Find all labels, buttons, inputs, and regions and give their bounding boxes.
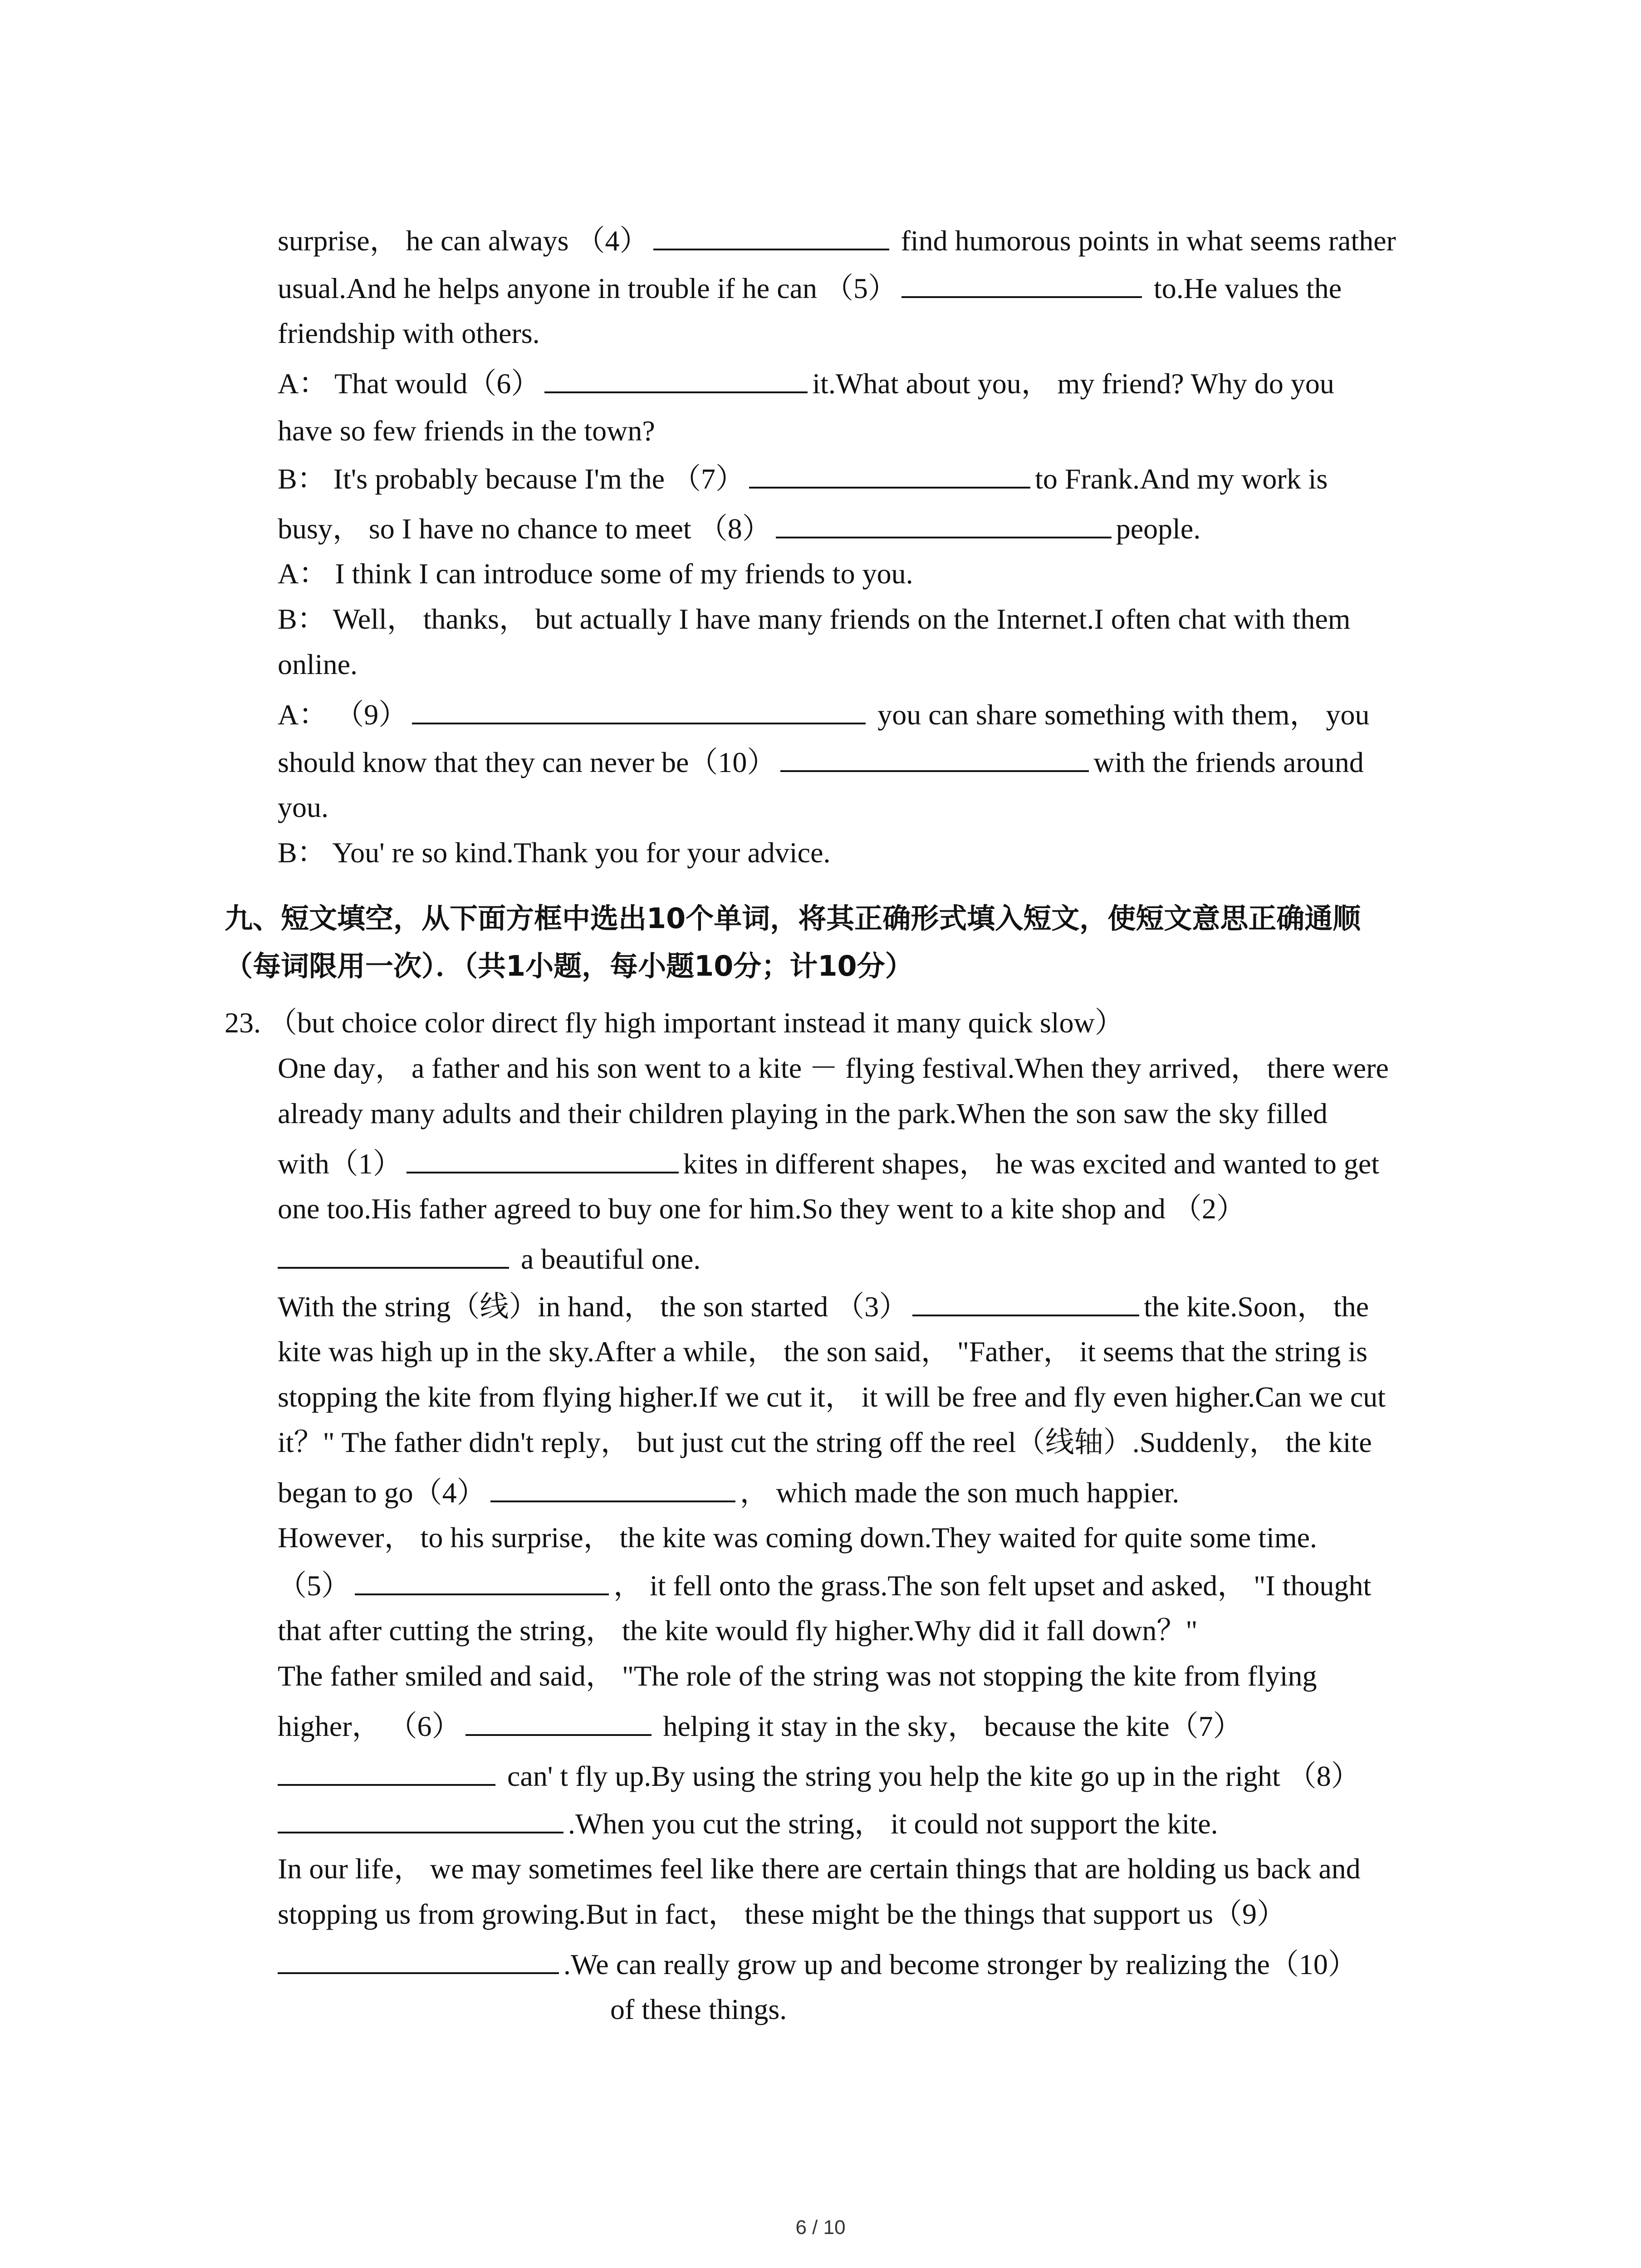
text-line: A： （9） you can share something with them， you (278, 696, 1369, 733)
text-line: With the string（线）in hand， the son started （3） the kite.Soon， the (278, 1288, 1369, 1325)
text-line: it？" The father didn't reply， but just cut the string off the reel（线轴）.Suddenly， the kite (278, 1426, 1372, 1458)
text-line: began to go（4） ， which made the son much happier. (278, 1474, 1179, 1511)
answer-blank-9[interactable] (278, 1946, 559, 1974)
answer-blank-4[interactable] (490, 1474, 735, 1502)
text-line: The father smiled and said， "The role of the string was not stopping the kite from flying (278, 1660, 1317, 1692)
text-line: one too.His father agreed to buy one for him.So they went to a kite shop and （2） (278, 1193, 1245, 1225)
text-line: In our life， we may sometimes feel like there are certain things that are holding us back and (278, 1853, 1361, 1885)
answer-blank-8[interactable] (776, 510, 1112, 538)
text-line: of these things. (610, 1993, 787, 2025)
answer-blank-2[interactable] (278, 1241, 509, 1269)
answer-blank-6[interactable] (544, 365, 808, 393)
text-line: B： You' re so kind.Thank you for your advice. (278, 836, 831, 869)
text-line: stopping us from growing.But in fact， these might be the things that support us（9） (278, 1898, 1286, 1930)
answer-blank-1[interactable] (407, 1145, 679, 1173)
text-line: have so few friends in the town? (278, 415, 655, 447)
word-bank: （but choice color direct fly high important instead it many quick slow） (268, 1007, 1124, 1039)
text-line: stopping the kite from flying higher.If we cut it， it will be free and fly even higher.Can we cut (278, 1381, 1386, 1413)
answer-blank-7[interactable] (749, 460, 1030, 489)
answer-blank-7[interactable] (278, 1758, 495, 1786)
text-line: online. (278, 648, 358, 680)
answer-blank-9[interactable] (412, 696, 866, 724)
text-line: B： Well， thanks， but actually I have many friends on the Internet.I often chat with them (278, 603, 1351, 635)
text-line: However， to his surprise， the kite was coming down.They waited for quite some time. (278, 1521, 1318, 1554)
text-line: .We can really grow up and become stronger by realizing the（10） (278, 1946, 1357, 1983)
text-line: higher， （6） helping it stay in the sky， because the kite（7） (278, 1708, 1242, 1745)
text-line: usual.And he helps anyone in trouble if he can （5） to.He values the (278, 270, 1342, 307)
text-line: already many adults and their children playing in the park.When the son saw the sky filled (278, 1097, 1327, 1129)
text-line: B： It's probably because I'm the （7） to Frank.And my work is (278, 460, 1327, 497)
answer-blank-4[interactable] (653, 222, 889, 250)
text-line: that after cutting the string， the kite would fly higher.Why did it fall down？" (278, 1614, 1198, 1647)
text-line: （5） ， it fell onto the grass.The son felt upset and asked， "I thought (278, 1567, 1371, 1604)
text-line: you. (278, 791, 328, 823)
text-line: can' t fly up.By using the string you help the kite go up in the right （8） (278, 1758, 1360, 1794)
text-line: friendship with others. (278, 317, 540, 349)
text-line: A： I think I can introduce some of my friends to you. (278, 557, 913, 590)
answer-blank-10[interactable] (780, 744, 1089, 772)
text-line: busy， so I have no chance to meet （8） people. (278, 510, 1200, 547)
question-number: 23. (225, 1007, 261, 1039)
answer-blank-8[interactable] (278, 1805, 563, 1833)
answer-blank-3[interactable] (912, 1288, 1139, 1316)
text-line: One day， a father and his son went to a kite － flying festival.When they arrived， there were (278, 1052, 1389, 1084)
text-line: surprise， he can always （4） find humorous points in what seems rather (278, 222, 1396, 259)
text-line: a beautiful one. (278, 1241, 700, 1277)
text-line: should know that they can never be（10） with the friends around (278, 744, 1364, 781)
page-number: 6 / 10 (795, 2216, 846, 2239)
section-heading: 九、短文填空，从下面方框中选出10个单词，将其正确形式填入短文，使短文意思正确通顺 (225, 902, 1361, 935)
text-line: kite was high up in the sky.After a while， the son said， "Father， it seems that the string is (278, 1335, 1368, 1368)
answer-blank-5[interactable] (355, 1567, 609, 1595)
answer-blank-6[interactable] (465, 1708, 652, 1736)
text-line: with（1） kites in different shapes， he was excited and wanted to get (278, 1145, 1379, 1182)
text-line: A： That would（6） it.What about you， my friend? Why do you (278, 365, 1334, 402)
section-heading-sub: （每词限用一次）．（共1小题，每小题10分；计10分） (225, 949, 913, 982)
text-line: .When you cut the string， it could not support the kite. (278, 1805, 1218, 1842)
question-23-header (225, 1005, 1124, 1041)
answer-blank-5[interactable] (901, 270, 1142, 298)
